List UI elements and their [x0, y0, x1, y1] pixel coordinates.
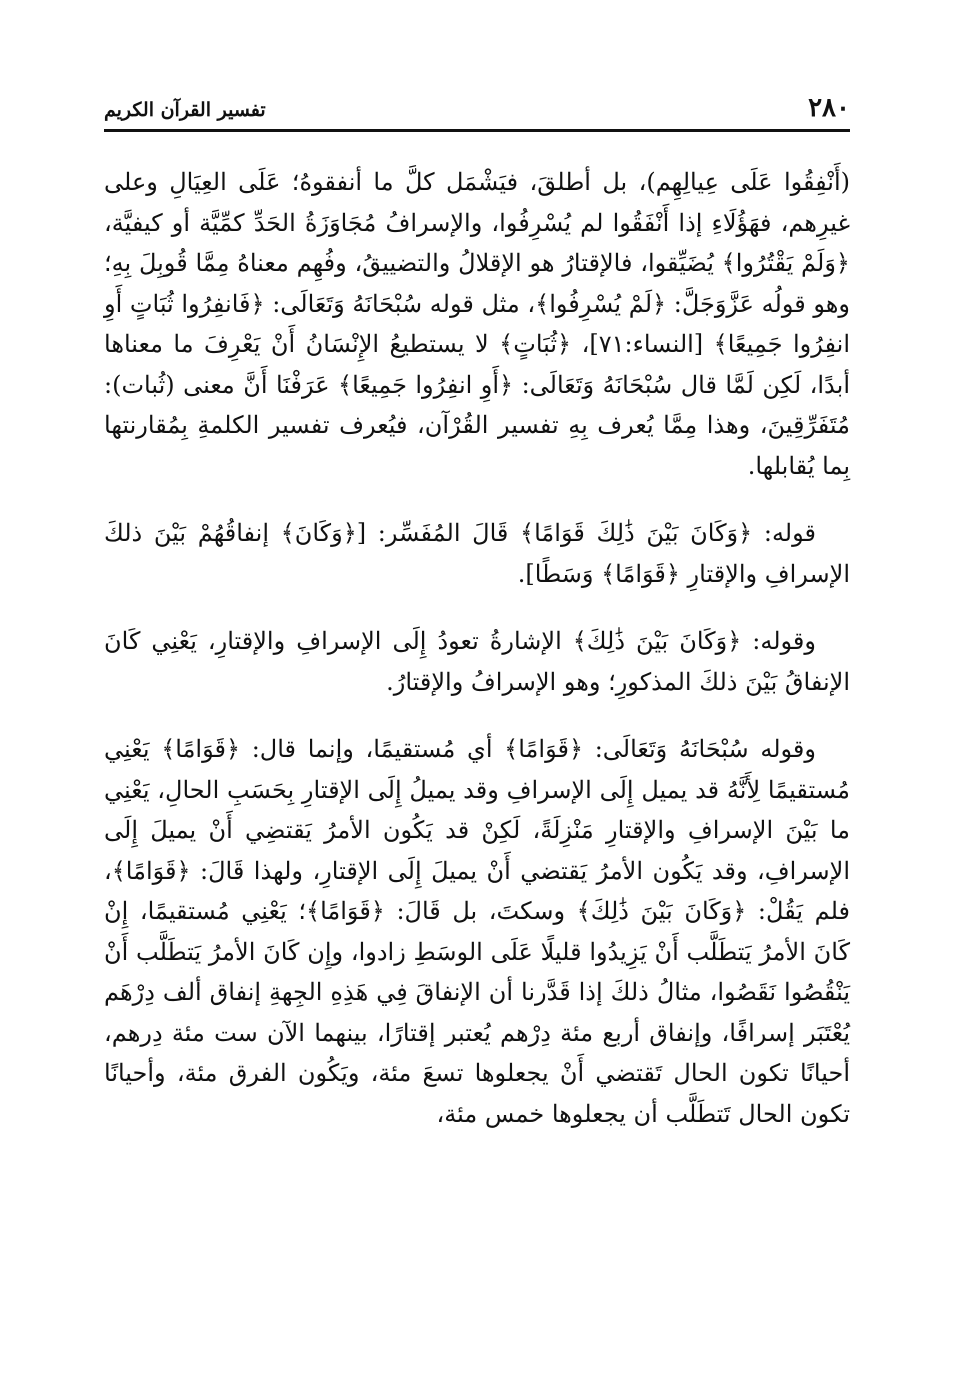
paragraph: وقوله: ﴿وَكَانَ بَيْنَ ذَٰلِكَ﴾ الإشارةُ تعودُ إِلَى الإسرافِ والإقتارِ، يَعْنِي كَانَ الإنفاقُ بَيْنَ ذلكَ المذكورِ؛ وهو الإسرافُ والإقتارُ. [104, 627, 850, 696]
paragraph: (أَنْفِقُوا عَلَى عِيالِهِم)، بل أطلقَ، فيَشْمَل كلَّ ما أنفقوهُ؛ عَلَى العِيَالِ وعلى غيرِهم، فهَؤُلَاءِ إذا أَنْفَقُوا لم يُسْرِفُوا، والإسرافُ مُجَاوَزَةُ الحَدِّ كمِّيَّة أو كيفيَّة، ﴿وَلَمْ يَقْتُرُوا﴾ يُضَيِّقوا، فالإقتارُ هو الإقلالُ والتضييقُ، وفُهِم معناهُ مِمَّا قُوبِلَ بِهِ؛ وهو قولُه عَزَّوَجَلَّ: ﴿لَمْ يُسْرِفُوا﴾، مثل قوله سُبْحَانَهُ وَتَعَالَى: ﴿فَانفِرُوا ثُبَاتٍ أَوِ انفِرُوا جَمِيعًا﴾ [النساء:٧١]، ﴿ثُبَاتٍ﴾ لا يستطيعُ الإِنْسَانُ أَنْ يَعْرِفَ ما معناها أبدًا، لَكِن لَمَّا قال سُبْحَانَهُ وَتَعَالَى: ﴿أَوِ انفِرُوا جَمِيعًا﴾ عَرَفْنَا أَنَّ معنى (ثُبات): مُتَفَرِّقِينَ، وهذا مِمَّا يُعرف بِهِ تفسير القُرْآن، فيُعرف تفسير الكلمةِ بِمُقارنتها بِما يُقابلها. [104, 168, 851, 480]
paragraph: قوله: ﴿وَكَانَ بَيْنَ ذَٰلِكَ قَوَامًا﴾ قَالَ المُفَسِّر: [﴿وَكَانَ﴾ إنفاقُهُمْ بَيْنَ ذلكَ الإسرافِ والإقتارِ ﴿قَوَامًا﴾ وَسَطًا]. [104, 519, 850, 588]
page-header [104, 92, 850, 132]
running-title: تفسير القرآن الكريم [104, 99, 266, 121]
header-rule [104, 129, 850, 132]
body-text [104, 162, 850, 1161]
paragraph: وقوله سُبْحَانَهُ وَتَعَالَى: ﴿قَوَامًا﴾ أي مُستقيمًا، وإنما قال: ﴿قَوَامًا﴾ يَعْنِي مُستقيمًا لِأَنَّهُ قد يميل إِلَى الإسرافِ وقد يميلُ إِلَى الإقتارِ بِحَسَبِ الحالِ، يَعْنِي ما بَيْنَ الإسرافِ والإقتارِ مَنْزِلَةً، لَكِنْ قد يَكُون الأمرُ يَقتضِي أَنْ يميلَ إِلَى الإسرافِ، وقد يَكُون الأمرُ يَقتضي أَنْ يميلَ إِلَى الإقتارِ، ولهذا قَالَ: ﴿قَوَامًا﴾، فلم يَقُلْ: ﴿وَكَانَ بَيْنَ ذَٰلِكَ﴾ وسكتَ، بل قَالَ: ﴿قَوَامًا﴾؛ يَعْنِي مُستقيمًا، إِنْ كَانَ الأمرُ يَتطَلَّب أَنْ يَزِيدُوا قليلًا عَلَى الوسَطِ زادوا، وإِن كَانَ الأمرُ يَتطَلَّب أَنْ يَنْقُصُوا نَقَصُوا، مثالُ ذلكَ إذا قَدَّرنا أن الإنفاقَ فِي هَذِهِ الجِهةِ إنفاق ألف دِرْهَم يُعْتَبَر إسرافًا، وإنفاق أربع مئة دِرْهم يُعتبر إقتارًا، بينهما الآن ست مئة دِرهم، أحيانًا تكون الحال تَقتضي أَنْ يجعلوها تسعَ مئة، ويَكُون الفرق مئة، وأحيانًا تكون الحال تَتطَلَّب أن يجعلوها خمس مئة، [104, 735, 851, 1128]
page-number: ٢٨٠ [808, 93, 850, 123]
